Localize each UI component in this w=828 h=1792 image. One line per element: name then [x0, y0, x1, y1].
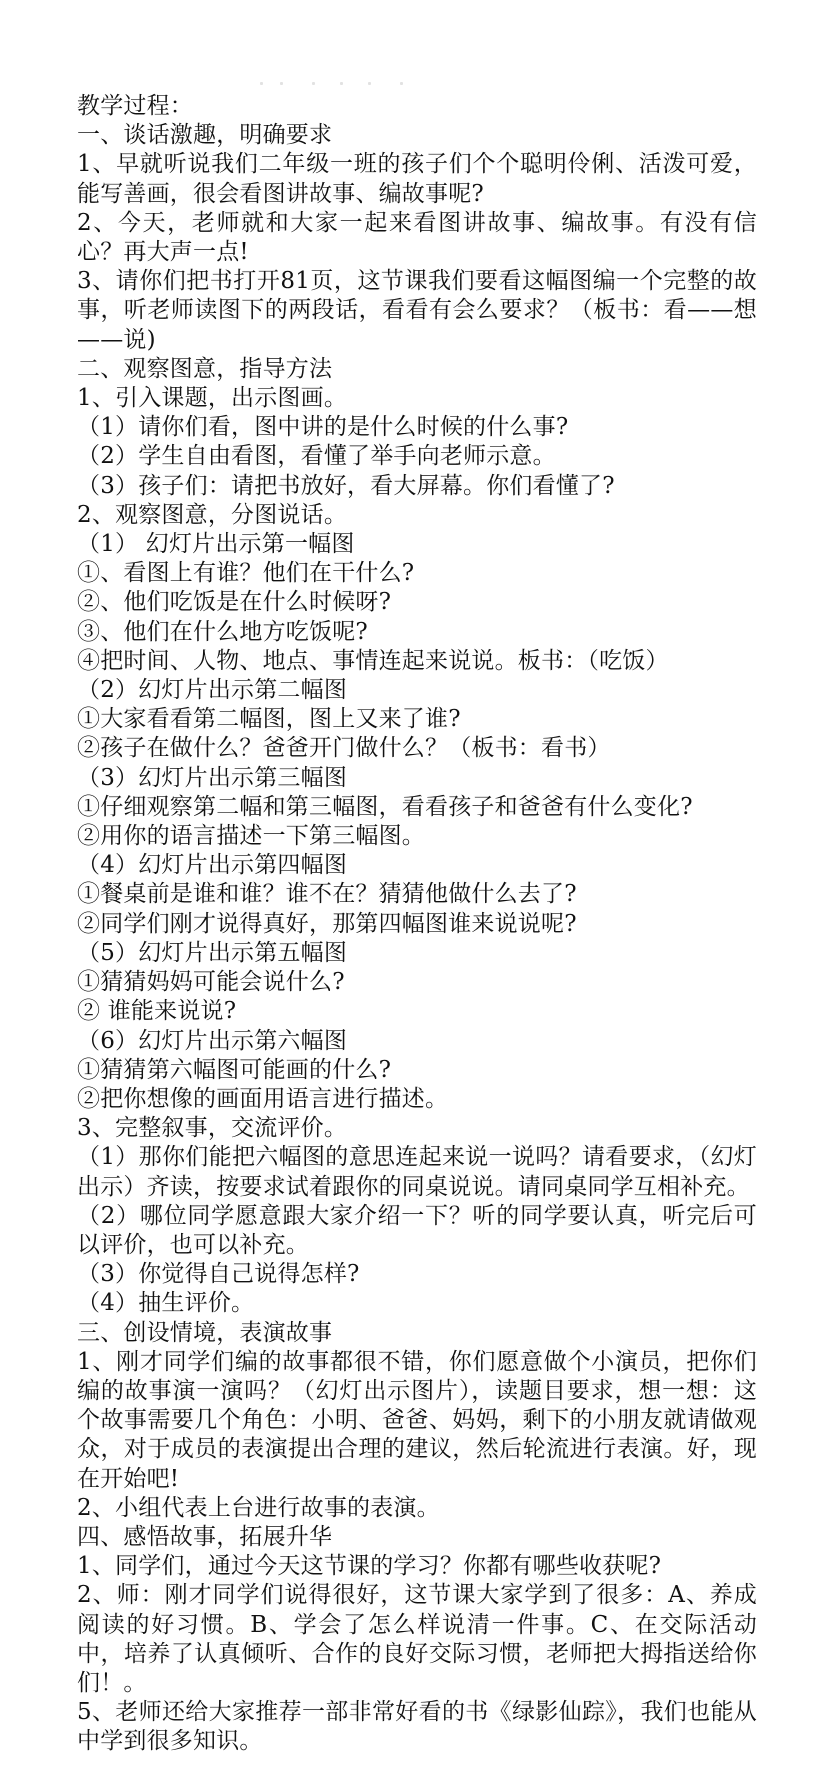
doc-line: （1） 幻灯片出示第一幅图 — [77, 531, 355, 558]
doc-line: （4）抽生评价。 — [77, 1290, 255, 1317]
doc-line: （4）幻灯片出示第四幅图 — [77, 852, 348, 879]
doc-line: （1）那你们能把六幅图的意思连起来说一说吗？请看要求，（幻灯出示）齐读，按要求试着跟你的同桌说说。请同桌同学互相补充。 — [77, 1144, 757, 1200]
doc-line: 二、观察图意，指导方法 — [77, 355, 333, 382]
doc-line: 教学过程： — [77, 93, 193, 119]
doc-line: （3）孩子们：请把书放好，看大屏幕。你们看懂了? — [77, 472, 615, 499]
doc-line: 四、感悟故事，拓展升华 — [77, 1523, 333, 1550]
doc-line: ②同学们刚才说得真好，那第四幅图谁来说说呢? — [77, 910, 577, 937]
doc-line: ④把时间、人物、地点、事情连起来说说。板书：（吃饭） — [77, 647, 669, 674]
doc-line: 1、同学们，通过今天这节课的学习？你都有哪些收获呢? — [77, 1553, 662, 1580]
doc-line: ①餐桌前是谁和谁？谁不在？猜猜他做什么去了? — [77, 881, 577, 908]
doc-line: 2、小组代表上台进行故事的表演。 — [77, 1494, 440, 1521]
doc-line: 3、请你们把书打开81页，这节课我们要看这幅图编一个完整的故事，听老师读图下的两段话，看看有会么要求？（板书：看——想——说) — [77, 268, 757, 353]
doc-line: （2）学生自由看图，看懂了举手向老师示意。 — [77, 443, 556, 470]
doc-line: ①猜猜妈妈可能会说什么? — [77, 969, 345, 996]
doc-line: ①猜猜第六幅图可能画的什么? — [77, 1056, 392, 1083]
doc-line: ② 谁能来说说? — [77, 998, 237, 1025]
doc-line: ②孩子在做什么？爸爸开门做什么？（板书：看书） — [77, 735, 611, 762]
doc-line: 1、早就听说我们二年级一班的孩子们个个聪明伶俐、活泼可爱，能写善画，很会看图讲故事、编故事呢? — [77, 151, 757, 207]
doc-line: ②用你的语言描述一下第三幅图。 — [77, 823, 425, 850]
doc-line: ③、他们在什么地方吃饭呢? — [77, 618, 368, 645]
doc-line: 三、创设情境，表演故事 — [77, 1319, 333, 1346]
lesson-document — [77, 92, 757, 1757]
doc-line: 1、刚才同学们编的故事都很不错，你们愿意做个小演员，把你们编的故事演一演吗？（幻灯出示图片），读题目要求，想一想：这个故事需要几个角色：小明、爸爸、妈妈，剩下的小朋友就请做观众，对于成员的表演提出合理的建议，然后轮流进行表演。好，现在开始吧! — [77, 1348, 757, 1492]
doc-line: （2）幻灯片出示第二幅图 — [77, 677, 348, 704]
doc-line: （1）请你们看，图中讲的是什么时候的什么事? — [77, 414, 569, 441]
doc-line: （3）你觉得自己说得怎样? — [77, 1261, 360, 1288]
doc-line: ①、看图上有谁？他们在干什么? — [77, 560, 415, 587]
doc-line: 3、完整叙事，交流评价。 — [77, 1115, 348, 1142]
doc-line: （2）哪位同学愿意跟大家介绍一下？听的同学要认真，听完后可以评价，也可以补充。 — [77, 1202, 757, 1258]
doc-line: 2、观察图意，分图说话。 — [77, 501, 348, 528]
doc-line: 2、今天，老师就和大家一起来看图讲故事、编故事。有没有信心？再大声一点! — [77, 209, 757, 266]
doc-line: 1、引入课题，出示图画。 — [77, 385, 348, 412]
doc-line: 2、师：刚才同学们说得很好，这节课大家学到了很多：A、养成阅读的好习惯。B、学会了怎么样说清一件事。C、在交际活动中，培养了认真倾听、合作的良好交际习惯，老师把大拇指送给你们！。 — [77, 1582, 757, 1696]
doc-line: （3）幻灯片出示第三幅图 — [77, 764, 348, 791]
faint-header-marks — [250, 80, 420, 88]
doc-line: 一、谈话激趣，明确要求 — [77, 122, 333, 149]
doc-line: ①大家看看第二幅图，图上又来了谁? — [77, 706, 461, 733]
doc-line: ②把你想像的画面用语言进行描述。 — [77, 1085, 449, 1112]
doc-line: 5、老师还给大家推荐一部非常好看的书《绿影仙踪》，我们也能从中学到很多知识。 — [77, 1699, 757, 1755]
doc-line: （6）幻灯片出示第六幅图 — [77, 1027, 348, 1054]
doc-line: ②、他们吃饭是在什么时候呀? — [77, 589, 392, 616]
doc-line: （5）幻灯片出示第五幅图 — [77, 939, 348, 966]
doc-line: ①仔细观察第二幅和第三幅图，看看孩子和爸爸有什么变化? — [77, 793, 693, 820]
